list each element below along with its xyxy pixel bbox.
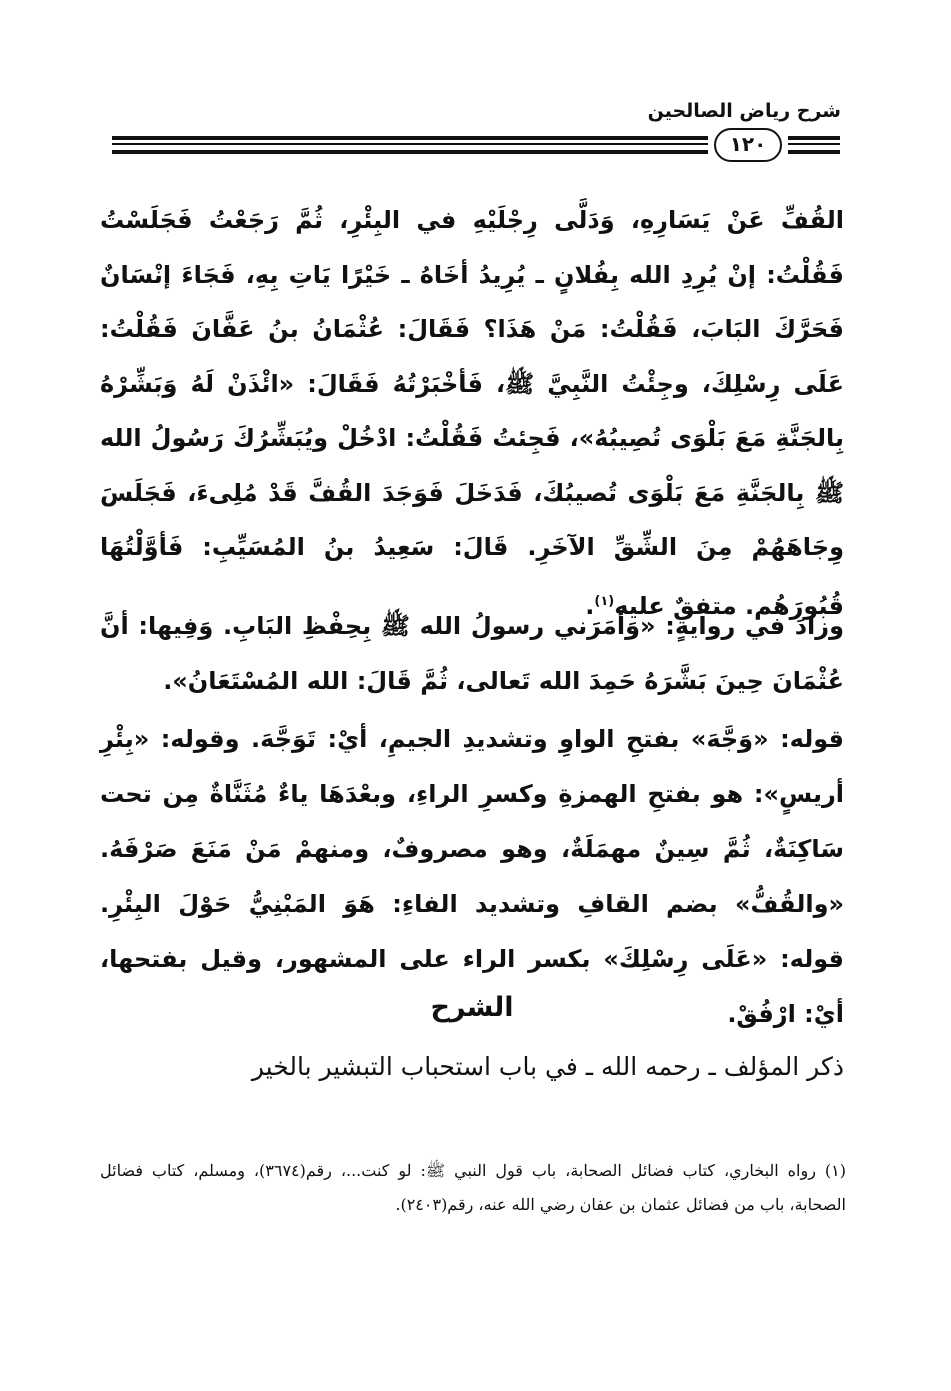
header-rule-thick-bottom bbox=[112, 150, 708, 154]
header-rule-right-top bbox=[788, 136, 840, 140]
gloss-paragraph: قوله: «وَجَّهَ» بفتحِ الواوِ وتشديدِ الجيمِ، أيْ: تَوَجَّهَ. وقوله: «بِئْرِ أريسٍ»: هو بفتحِ الهمزةِ وكسرِ الراءِ، وبعْدَهَا ياءٌ مُثَنَّاةٌ مِن تحت سَاكِنَةٌ، ثُمَّ سِينٌ مهمَلَةٌ، وهو مصروفٌ، ومنهمْ مَنْ مَنَعَ صَرْفَهُ. «والقُفُّ» بضم القافِ وتشديد الفاءِ: هَوَ المَبْنِيُّ حَوْلَ البِئْرِ. قوله: «عَلَى رِسْلِكَ» بكسر الراء على المشهور، وقيل بفتحها، أيْ: ارْفُقْ. bbox=[100, 725, 844, 1028]
header-rule-right-thin bbox=[788, 143, 840, 145]
hadith-text: القُفِّ عَنْ يَسَارِهِ، وَدَلَّى رِجْلَيْهِ في البِئْرِ، ثُمَّ رَجَعْتُ فَجَلَسْتُ فَقُلْتُ: إنْ يُرِدِ الله بِفُلانٍ ـ يُرِيدُ أخَاهُ ـ خَيْرًا يَاتِ بِهِ، فَجَاءَ إنْسَانٌ فَحَرَّكَ البَابَ، فَقُلْتُ: مَنْ هَذَا؟ فَقَالَ: عُثْمَانُ بنُ عَفَّانَ فَقُلْتُ: عَلَى رِسْلِكَ، وجِئْتُ النَّبِيَّ ﷺ، فَأخْبَرْتُهُ فَقَالَ: «ائْذَنْ لَهُ وَبَشِّرْهُ بِالجَنَّةِ مَعَ بَلْوَى تُصِيبُهُ»، فَجِئتُ فَقُلْتُ: ادْخُلْ ويُبَشِّرُكَ رَسُولُ الله ﷺ بِالجَنَّةِ مَعَ بَلْوَى تُصيبُكَ، فَدَخَلَ فَوَجَدَ القُفَّ قَدْ مُلِىءَ، فَجَلَسَ وِجَاهَهُمْ مِنَ الشِّقِّ الآخَرِ. قَالَ: سَعِيدُ بنُ المُسَيِّبِ: فَأوَّلْتُهَا قُبُورَهُم. متفقٌ عليه bbox=[100, 206, 844, 620]
footnote bbox=[100, 1154, 846, 1222]
addition-paragraph: وزادَ في روايةٍ: «وَأمَرَني رسولُ الله ﷺ بِحِفْظِ البَابِ. وَفِيها: أنَّ عُثْمَانَ حِينَ بَشَّرَهُ حَمِدَ الله تَعالى، ثُمَّ قَالَ: الله المُسْتَعَانُ». bbox=[100, 612, 844, 695]
running-title: شرح رياض الصالحين bbox=[647, 100, 841, 122]
footnote-number: (١) bbox=[824, 1161, 846, 1180]
header-rule-thin bbox=[112, 143, 708, 145]
hadith-paragraph bbox=[100, 193, 844, 633]
footnote-text: رواه البخاري، كتاب فضائل الصحابة، باب قول النبي ﷺ: لو كنت...، رقم(٣٦٧٤)، ومسلم، كتاب فضائل الصحابة، باب من فضائل عثمان بن عفان رضي الله عنه، رقم(٢٤٠٣). bbox=[100, 1161, 846, 1214]
hadith-end-punctuation: . bbox=[585, 591, 595, 620]
header-rule-right-bottom bbox=[788, 150, 840, 154]
header-rule-thick-top bbox=[112, 136, 708, 140]
page-number: ١٢٠ bbox=[714, 128, 782, 162]
commentary-paragraph: ذكر المؤلف ـ رحمه الله ـ في باب استحباب التبشير بالخير bbox=[251, 1052, 844, 1081]
section-heading: الشرح bbox=[430, 992, 514, 1023]
footnote-reference: (١) bbox=[594, 593, 615, 609]
